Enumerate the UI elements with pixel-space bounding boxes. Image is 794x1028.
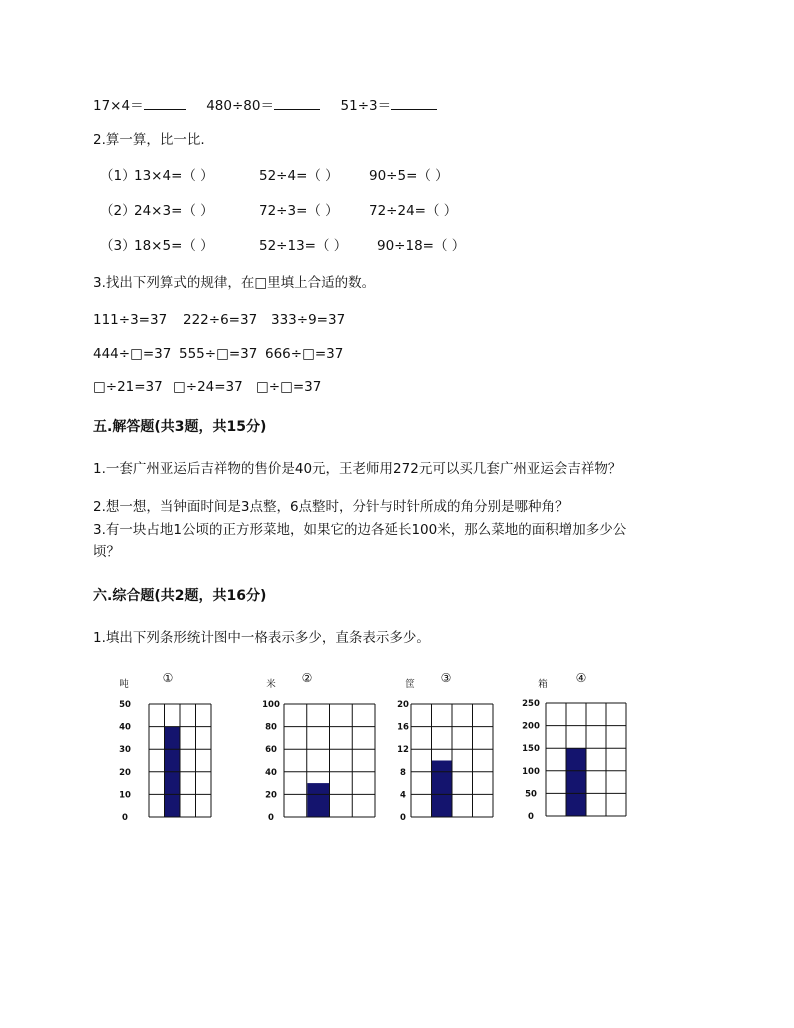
q3-row-2 (93, 345, 343, 363)
y-tick-label: 60 (265, 745, 277, 756)
q2-row-3 (100, 237, 465, 255)
bar-chart-4 (517, 668, 632, 828)
chart-number-label: ③ (440, 671, 452, 685)
y-tick-label: 0 (122, 813, 128, 823)
calc-item: 17×4＝ (93, 98, 144, 114)
chart-number-label: ④ (575, 671, 587, 685)
y-tick-label: 20 (265, 790, 277, 801)
y-tick-label: 100 (522, 766, 540, 777)
q2-title: 2.算一算，比一比. (93, 132, 205, 148)
section-6-heading: 六.综合题(共2题，共16分) (93, 588, 267, 604)
y-tick-label: 200 (522, 721, 540, 732)
answer-blank[interactable] (144, 95, 186, 110)
row-label: （3） (100, 238, 136, 254)
q3-item: 666÷□=37 (265, 346, 344, 362)
q2-item: 13×4=（ ） (134, 168, 214, 184)
q2-row-1 (100, 167, 449, 185)
section-5-q3-line2: 顷？ (93, 544, 120, 560)
bar (432, 761, 452, 818)
y-tick-label: 40 (119, 722, 131, 733)
axis-unit-label: 箱 (538, 679, 548, 690)
q2-item: 72÷3=（ ） (259, 203, 339, 219)
row-label: （1） (100, 168, 136, 184)
bar-chart-2 (255, 668, 365, 828)
q3-item: □÷□=37 (256, 379, 322, 395)
y-tick-label: 10 (119, 790, 131, 801)
q2-item: 52÷4=（ ） (259, 168, 339, 184)
q3-item: 444÷□=37 (93, 346, 172, 362)
q2-item: 90÷5=（ ） (369, 168, 449, 184)
q3-item: 222÷6=37 (183, 312, 258, 328)
y-tick-label: 40 (265, 767, 277, 778)
bar-chart-1 (110, 668, 220, 828)
y-tick-label: 20 (119, 767, 131, 778)
y-tick-label: 16 (397, 722, 409, 733)
section-5-heading: 五.解答题(共3题，共15分) (93, 419, 267, 435)
q3-item: 555÷□=37 (179, 346, 258, 362)
y-tick-label: 50 (119, 700, 131, 710)
bar-chart-3 (392, 668, 502, 828)
q2-item: 24×3=（ ） (134, 203, 214, 219)
chart-number-label: ① (162, 671, 174, 685)
answer-blank[interactable] (274, 95, 320, 110)
chart-number-label: ② (301, 671, 313, 685)
q3-item: 111÷3=37 (93, 312, 168, 328)
calc-item: 480÷80＝ (206, 98, 274, 114)
axis-unit-label: 筐 (405, 679, 415, 690)
y-tick-label: 4 (400, 790, 406, 801)
y-tick-label: 20 (397, 700, 409, 710)
y-tick-label: 250 (522, 699, 540, 709)
q3-item: □÷24=37 (173, 379, 243, 395)
y-tick-label: 0 (400, 813, 406, 823)
y-tick-label: 50 (525, 789, 537, 800)
bar (567, 748, 586, 816)
y-tick-label: 30 (119, 745, 131, 756)
section-5-q3-line1: 3.有一块占地1公顷的正方形菜地，如果它的边各延长100米，那么菜地的面积增加多少公 (93, 522, 627, 538)
q2-item: 72÷24=（ ） (369, 203, 458, 219)
y-tick-label: 0 (528, 812, 534, 822)
y-tick-label: 0 (268, 813, 274, 823)
y-tick-label: 150 (522, 744, 540, 755)
section-5-q1: 1.一套广州亚运后吉祥物的售价是40元，王老师用272元可以买几套广州亚运会吉祥物？ (93, 461, 622, 477)
q3-row-3 (93, 378, 321, 396)
y-tick-label: 80 (265, 722, 277, 733)
q3-title: 3.找出下列算式的规律，在□里填上合适的数。 (93, 275, 376, 291)
q3-item: □÷21=37 (93, 379, 163, 395)
q2-row-2 (100, 202, 457, 220)
axis-unit-label: 吨 (119, 679, 129, 690)
q3-item: 333÷9=37 (271, 312, 346, 328)
calc-row (93, 95, 437, 115)
y-tick-label: 12 (397, 745, 409, 756)
section-6-q1: 1.填出下列条形统计图中一格表示多少，直条表示多少。 (93, 630, 430, 646)
axis-unit-label: 米 (266, 679, 276, 690)
q2-item: 90÷18=（ ） (377, 238, 466, 254)
calc-item: 51÷3＝ (340, 98, 392, 114)
answer-blank[interactable] (391, 95, 437, 110)
q3-row-1 (93, 311, 345, 329)
q2-item: 18×5=（ ） (134, 238, 214, 254)
section-5-q2: 2.想一想，当钟面时间是3点整，6点整时，分针与时针所成的角分别是哪种角？ (93, 499, 569, 515)
y-tick-label: 100 (262, 700, 280, 710)
y-tick-label: 8 (400, 767, 406, 778)
bar (307, 783, 329, 817)
q2-item: 52÷13=（ ） (259, 238, 348, 254)
row-label: （2） (100, 203, 136, 219)
